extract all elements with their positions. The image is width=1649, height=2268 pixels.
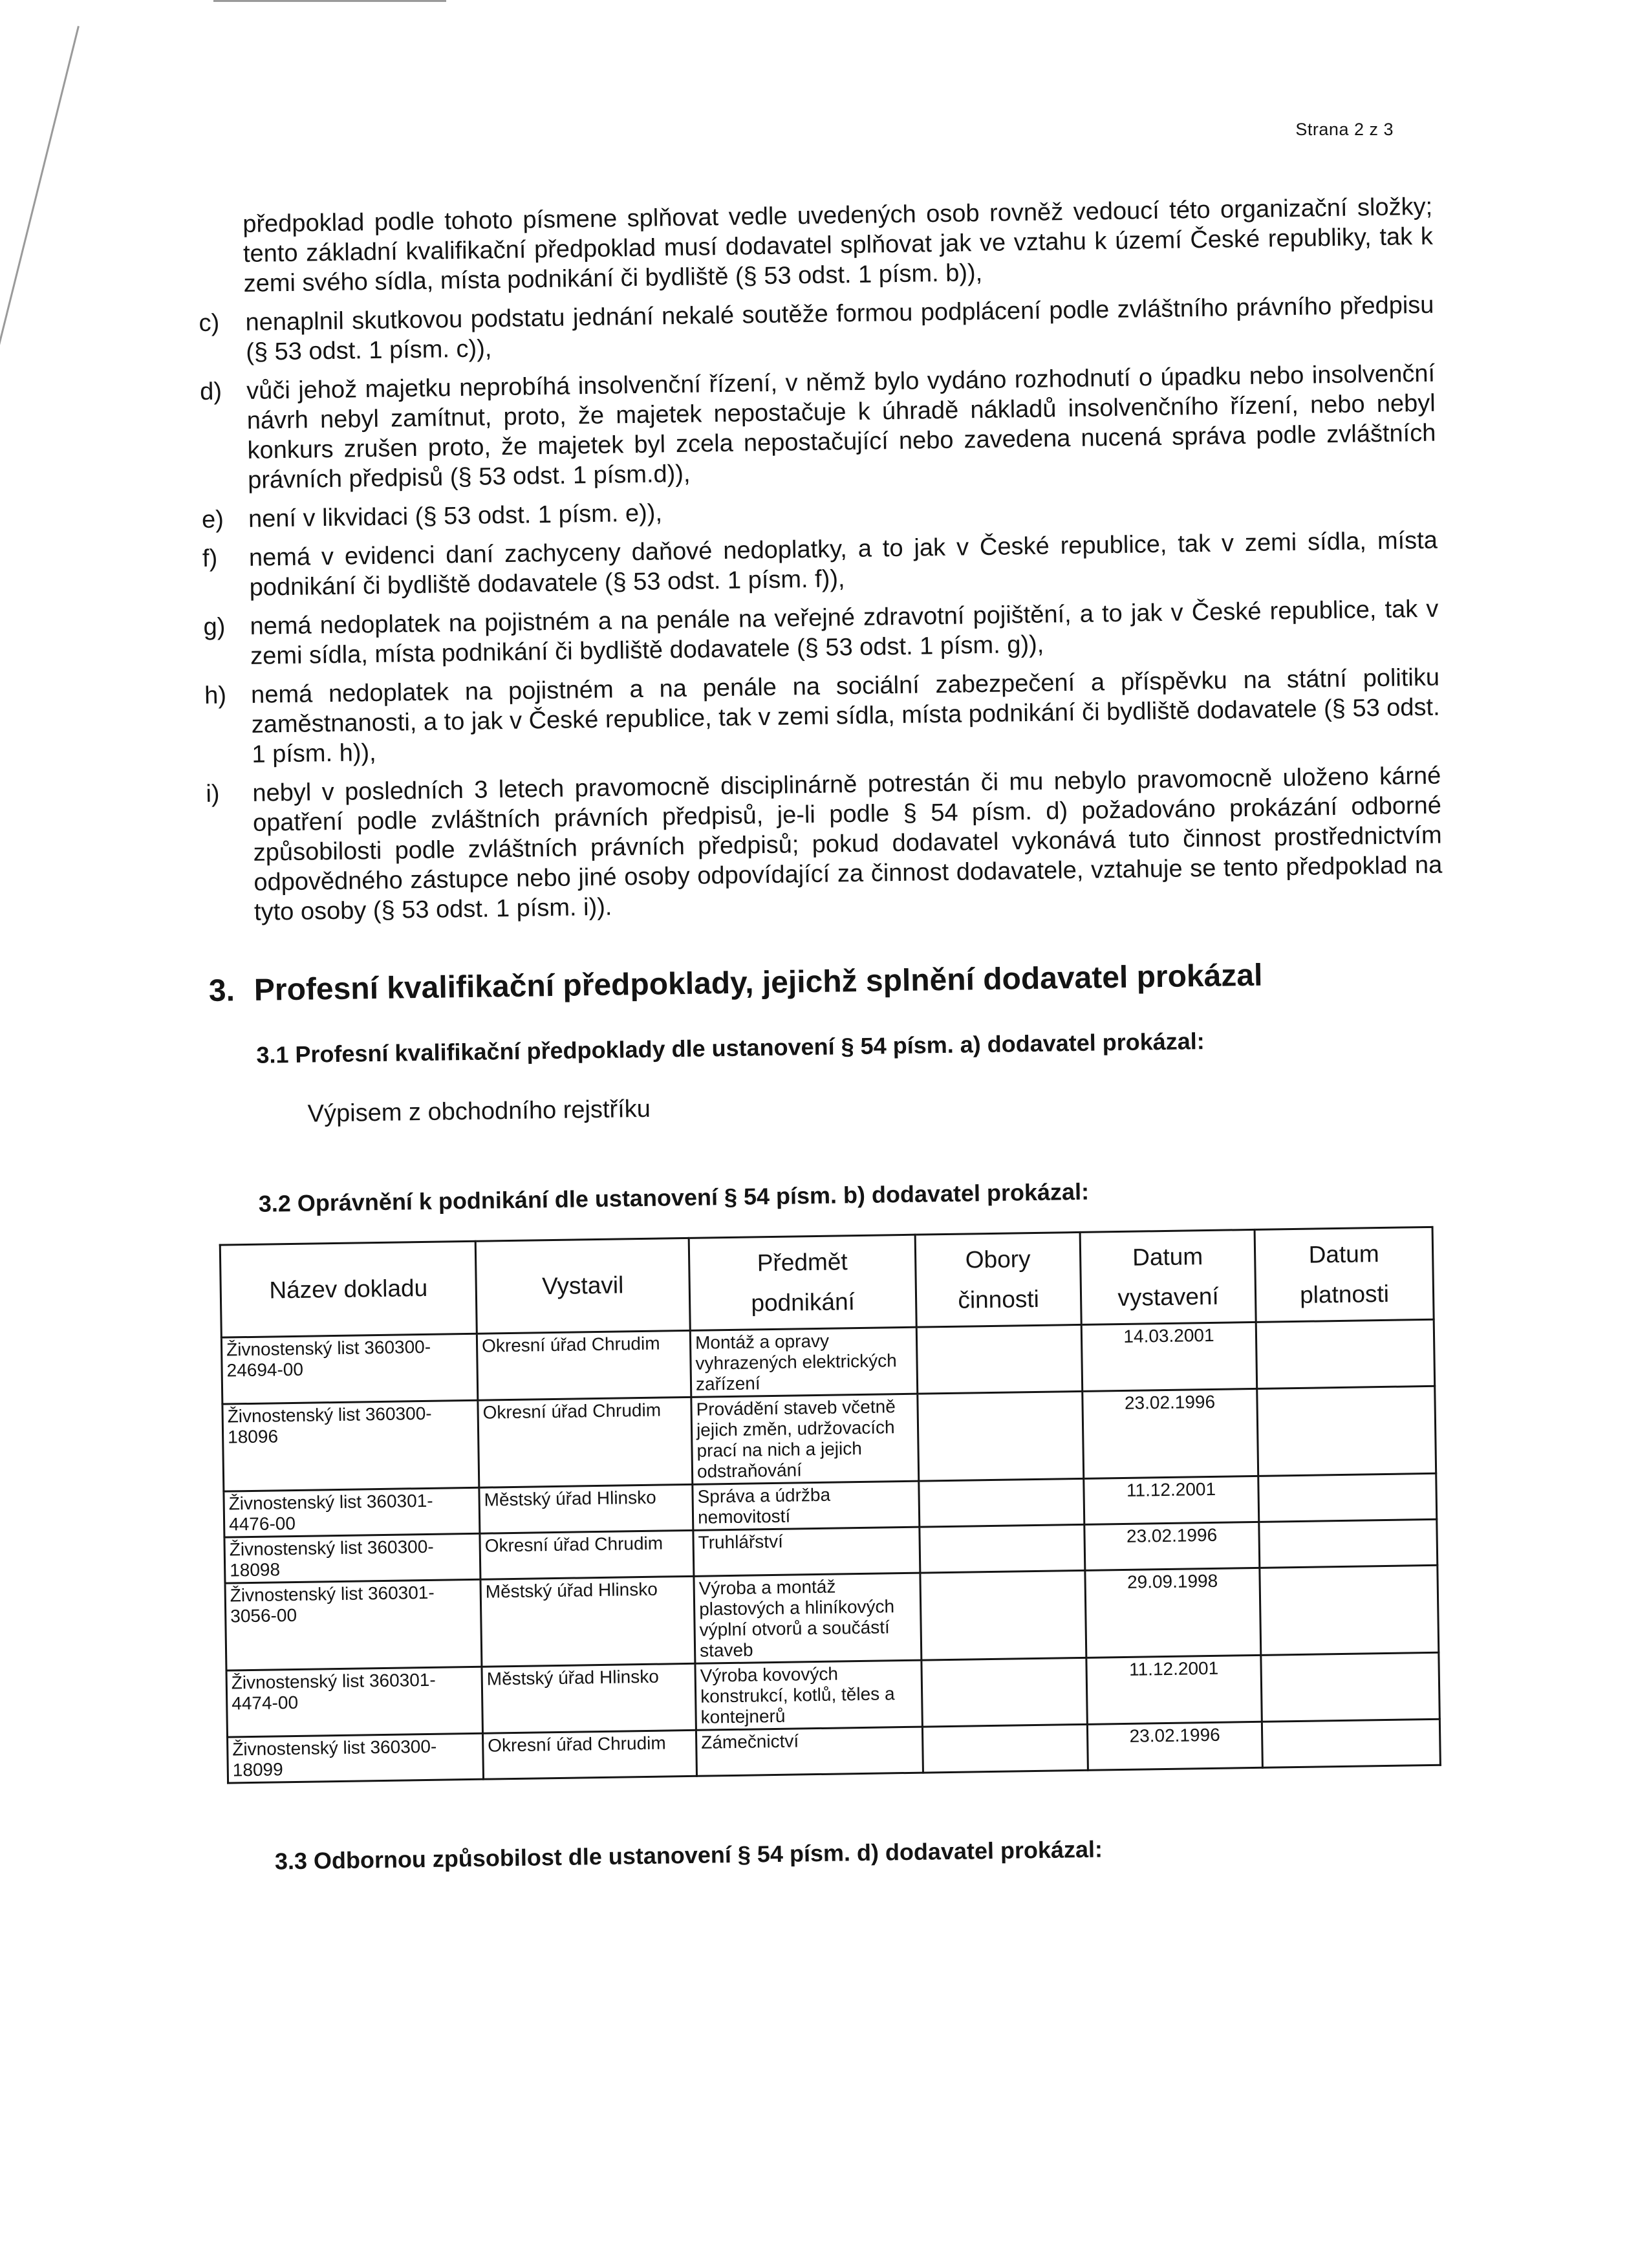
cell-obory (920, 1524, 1085, 1573)
cell-datum-platnosti (1262, 1719, 1440, 1767)
header-datum-vystaveni: Datum vystavení (1080, 1229, 1256, 1324)
cell-nazev: Živnostenský list 360300-18096 (222, 1400, 479, 1491)
list-item-letter: e) (201, 506, 224, 534)
cell-datum-platnosti (1257, 1386, 1436, 1476)
cell-datum-vystaveni: 23.02.1996 (1087, 1722, 1262, 1770)
list-item-text: není v likvidaci (§ 53 odst. 1 písm. e)), (248, 499, 663, 533)
header-nazev: Název dokladu (220, 1241, 477, 1337)
list-item-text: nenaplnil skutkovou podstatu jednání nekalé soutěže formou podplácení podle zvláštního právního předpisu (§ 53 odst. 1 písm. c)), (245, 291, 1434, 366)
cell-predmet: Zámečnictví (696, 1727, 923, 1776)
cell-nazev: Živnostenský list 360300-18098 (224, 1533, 480, 1583)
cell-datum-vystaveni: 11.12.2001 (1084, 1476, 1259, 1524)
list-item-text: nebyl v posledních 3 letech pravomocně disciplinárně potrestán či mu nebylo pravomocně uloženo kárné opatření podle zvláštních právních předpisů, je-li podle § 54 písm. d) požadováno prokázání odborné způsobilosti podle zvláštních právních předpisů; pokud dodavatel vykonává tuto činnost prostřednictvím odpovědného zástupce nebo jiné osoby odpovídající za činnost dodavatele, vztahuje se tento předpoklad na tyto osoby (§ 53 odst. 1 písm. i)). (252, 762, 1443, 926)
subsection-3-3-heading: 3.3 Odbornou způsobilost dle ustanovení § 54 písm. d) dodavatel prokázal: (274, 1835, 1103, 1875)
page-number: Strana 2 z 3 (1295, 120, 1394, 139)
cell-nazev: Živnostenský list 360301-4474-00 (226, 1667, 482, 1737)
header-predmet: Předmět podnikání (689, 1235, 916, 1330)
list-item-letter: h) (204, 682, 227, 709)
cell-nazev: Živnostenský list 360300-24694-00 (221, 1334, 477, 1404)
cell-vystavil: Okresní úřad Chrudim (478, 1397, 693, 1487)
cell-datum-platnosti (1256, 1319, 1434, 1388)
cell-vystavil: Okresní úřad Chrudim (477, 1330, 691, 1400)
cell-datum-platnosti (1261, 1652, 1439, 1722)
list-item-text: nemá nedoplatek na pojistném a na penále na veřejné zdravotní pojištění, a to jak v České republice, tak v zemi sídla, místa podnikání či bydliště dodavatele (§ 53 odst. 1 písm. g)), (250, 595, 1439, 670)
list-item-f (202, 526, 1438, 603)
list-item-c (199, 290, 1434, 368)
scan-edge-line-left (0, 26, 80, 415)
list-item-letter: g) (203, 613, 226, 641)
list-item-letter: f) (202, 545, 218, 572)
cell-nazev: Živnostenský list 360300-18099 (228, 1733, 484, 1783)
cell-obory (916, 1324, 1082, 1394)
cell-datum-platnosti (1259, 1519, 1438, 1568)
cell-vystavil: Okresní úřad Chrudim (480, 1530, 694, 1579)
list-item-letter: c) (199, 309, 220, 337)
cell-vystavil: Městský úřad Hlinsko (480, 1576, 695, 1667)
header-vystavil: Vystavil (475, 1238, 690, 1334)
section-title: Profesní kvalifikační předpoklady, jejichž splnění dodavatel prokázal (253, 958, 1263, 1008)
cell-obory (921, 1658, 1087, 1727)
section-3-heading (209, 955, 1445, 1009)
subsection-3-1-heading: 3.1 Profesní kvalifikační předpoklady dle ustanovení § 54 písm. a) dodavatel prokázal: (256, 1028, 1205, 1068)
cell-obory (920, 1570, 1086, 1660)
cell-vystavil: Městský úřad Hlinsko (482, 1663, 696, 1733)
list-item-text: nemá nedoplatek na pojistném a na penále na sociální zabezpečení a příspěvku na státní politiku zaměstnanosti, a to jak v České republice, tak v zemi sídla, místa podnikání či bydliště dodavatele (§ 53 odst. 1 písm. h)), (250, 664, 1440, 768)
requirement-list (199, 290, 1443, 928)
list-item-d (200, 359, 1437, 496)
cell-predmet: Výroba kovových konstrukcí, kotlů, těles a kontejnerů (695, 1660, 922, 1730)
subsection-3-1-note: Výpisem z obchodního rejstříku (307, 1095, 651, 1128)
list-item-letter: d) (199, 378, 222, 405)
cell-predmet: Montáž a opravy vyhrazených elektrických zařízení (690, 1327, 917, 1397)
cell-datum-vystaveni: 14.03.2001 (1081, 1322, 1256, 1391)
cell-datum-vystaveni: 23.02.1996 (1084, 1522, 1260, 1570)
section-number: 3. (208, 973, 235, 1008)
cell-vystavil: Městský úřad Hlinsko (479, 1484, 693, 1533)
cell-nazev: Živnostenský list 360301-3056-00 (225, 1579, 482, 1670)
intro-paragraph: předpoklad podle tohoto písmene splňovat vedle uvedených osob rovněž vedoucí této organizační složky; tento základní kvalifikační předpoklad musí dodavatel splňovat jak ve vztahu k území České republiky, tak k zemi svého sídla, místa podnikání či bydliště (§ 53 odst. 1 písm. b)), (242, 193, 1434, 297)
cell-datum-vystaveni: 11.12.2001 (1086, 1655, 1262, 1724)
cell-datum-vystaveni: 23.02.1996 (1083, 1388, 1258, 1478)
header-datum-platnosti: Datum platnosti (1255, 1227, 1434, 1322)
subsection-3-2-heading: 3.2 Oprávnění k podnikání dle ustanovení § 54 písm. b) dodavatel prokázal: (258, 1178, 1090, 1217)
cell-datum-vystaveni: 29.09.1998 (1085, 1568, 1261, 1658)
list-item-g (203, 594, 1439, 672)
cell-obory (918, 1391, 1084, 1481)
cell-vystavil: Okresní úřad Chrudim (482, 1730, 696, 1779)
cell-obory (919, 1478, 1084, 1527)
cell-datum-platnosti (1260, 1565, 1439, 1655)
header-obory: Obory činnosti (915, 1232, 1081, 1327)
cell-datum-platnosti (1258, 1473, 1437, 1522)
cell-predmet: Truhlářství (693, 1527, 920, 1576)
list-item-h (204, 663, 1441, 770)
cell-predmet: Správa a údržba nemovitostí (693, 1481, 920, 1530)
list-item-e (202, 487, 1437, 535)
cell-predmet: Výroba a montáž plastových a hliníkových výplní otvorů a součástí staveb (694, 1573, 921, 1663)
trade-licences-table (219, 1226, 1441, 1784)
document-body (197, 192, 1457, 1876)
list-item-letter: i) (206, 780, 220, 808)
list-item-text: vůči jehož majetku neprobíhá insolvenční řízení, v němž bylo vydáno rozhodnutí o úpadku nebo insolvenční návrh nebyl zamítnut, proto, že majetek nepostačuje k úhradě nákladů insolvenčního řízení, nebo nebyl konkurs zrušen proto, že majetek byl zcela nepostačující nebo zavedena nucená správa podle zvláštních právních předpisů (§ 53 odst. 1 písm.d)), (246, 360, 1436, 494)
table-header-row (220, 1227, 1434, 1337)
list-item-text: nemá v evidenci daní zachyceny daňové nedoplatky, a to jak v České republice, tak v zemi sídla, místa podnikání či bydliště dodavatele (§ 53 odst. 1 písm. f)), (248, 526, 1438, 601)
list-item-i (206, 761, 1443, 928)
cell-obory (922, 1724, 1088, 1773)
scan-edge-line-top (213, 0, 446, 2)
cell-nazev: Živnostenský list 360301-4476-00 (224, 1487, 480, 1537)
cell-predmet: Provádění staveb včetně jejich změn, udržovacích prací na nich a jejich odstraňování (691, 1394, 919, 1484)
